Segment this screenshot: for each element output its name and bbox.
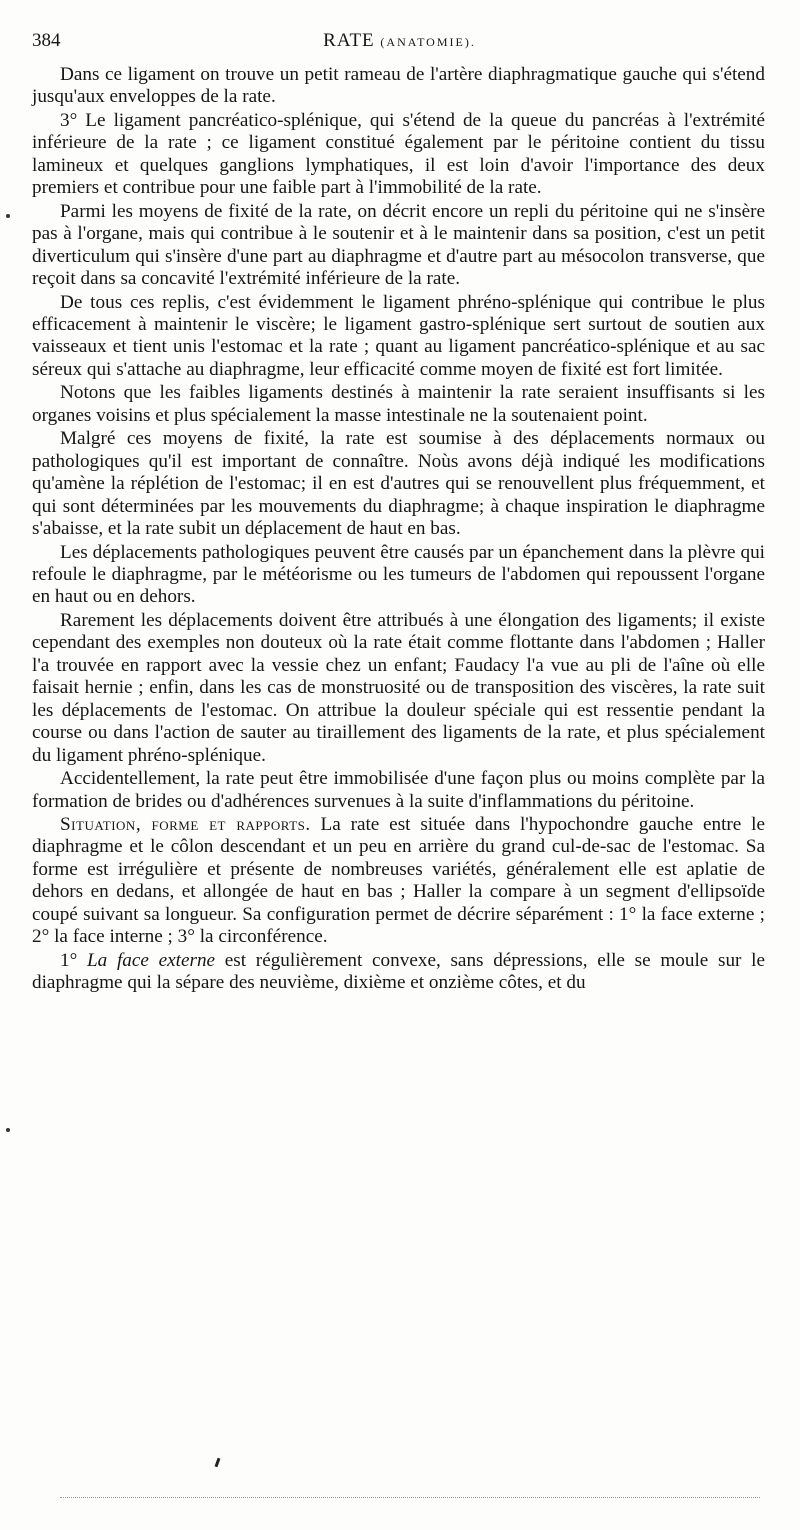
bottom-bleed-through [60,1497,760,1498]
situation-text: La rate est située dans l'hypochondre gauche entre le diaphragme et le côlon descendant et un peu en arrière du grand cul-de-sac de l'estomac. Sa forme est irrégulière et présente de nombreuses variétés, généralement elle est aplatie de dehors en dedans, et allongée de haut en bas ; Haller la compare à un segment d'ellipsoïde coupé suivant sa longueur. Sa configuration permet de décrire séparément : 1° la face externe ; 2° la face interne ; 3° la circonférence. [32,813,766,948]
paragraph: Les déplacements pathologiques peuvent être causés par un épanchement dans la plèvre qui refoule le diaphragme, par le météorisme ou les tumeurs de l'abdomen qui repoussent l'organe en haut ou en dehors. [32,541,765,608]
item-number: 1° [60,949,78,971]
page-number: 384 [32,30,61,51]
paragraph: De tous ces replis, c'est évidemment le ligament phréno-splénique qui contribue le plus efficacement à maintenir le viscère; le ligament gastro-splénique sert surtout de soutien aux vaisseaux et tient unis l'estomac et la rate ; quant au ligament pancréatico-splénique et au sac séreux qui s'attache au diaphragme, leur efficacité comme moyen de fixité est fort limitée. [32,291,765,380]
body-text [32,64,765,996]
paragraph: Accidentellement, la rate peut être immobilisée d'une façon plus ou moins complète par la formation de brides ou d'adhérences survenues à la suite d'inflammations du péritoine. [32,768,765,812]
running-head [32,30,767,52]
section-heading: Situation, forme et rapports. [60,813,311,835]
paragraph: 3° Le ligament pancréatico-splénique, qui s'étend de la queue du pancréas à l'extrémité inférieure de la rate ; ce ligament constitué également par le péritoine contient du tissu lamineux et quelques ganglions lymphatiques, il est loin d'avoir l'importance des deux premiers et contribue pour une faible part à l'immobilité de la rate. [32,109,765,199]
running-head-subtitle: (ANATOMIE). [380,35,476,49]
paragraph: Rarement les déplacements doivent être attribués à une élongation des ligaments; il existe cependant des exemples non douteux où la rate était comme flottante dans l'abdomen ; Haller l'a trouvée en rapport avec la vessie chez un enfant; Faudacy l'a vue au pli de l'aîne où elle faisait hernie ; enfin, dans les cas de monstruosité ou de transposition des viscères, la rate suit les déplacements de l'estomac. On attribue la douleur spéciale qui est ressentie pendant la course ou dans l'action de sauter au tiraillement des ligaments de la rate, et plus spécialement du ligament phréno-splénique. [32,609,765,766]
ink-speck [215,1458,221,1467]
paragraph: Dans ce ligament on trouve un petit rameau de l'artère diaphragmatique gauche qui s'étend jusqu'aux enveloppes de la rate. [32,64,765,108]
page-header [32,30,767,60]
paragraph: Parmi les moyens de fixité de la rate, on décrit encore un repli du péritoine qui ne s'insère pas à l'organe, mais qui contribue à le soutenir et à le maintenir dans sa position, c'est un petit diverticulum qui s'insère d'une part au diaphragme et d'autre part au mésocolon transverse, que reçoit dans sa concavité l'extrémité inférieure de la rate. [32,200,765,290]
running-head-title: RATE [323,30,375,51]
margin-speck [6,214,10,218]
face-externe-paragraph [32,950,765,995]
paragraph: Malgré ces moyens de fixité, la rate est soumise à des déplacements normaux ou pathologiques qu'il est important de connaître. Noùs avons déjà indiqué les modifications qu'amène la réplétion de l'estomac; il en est d'autres qui se renouvellent plus fréquemment, et qui sont déterminées par les mouvements du diaphragme; à chaque inspiration le diaphragme s'abaisse, et la rate subit un déplacement de haut en bas. [32,428,765,540]
situation-paragraph [32,814,765,949]
margin-speck [6,1128,10,1132]
paragraph: Notons que les faibles ligaments destinés à maintenir la rate seraient insuffisants si les organes voisins et plus spécialement la masse intestinale ne la soutenaient point. [32,382,765,426]
italic-term: La face externe [86,949,216,971]
face-externe-text: est régulièrement convexe, sans dépressions, elle se moule sur le diaphragme qui la sépare des neuvième, dixième et onzième côtes, et du [32,949,765,994]
